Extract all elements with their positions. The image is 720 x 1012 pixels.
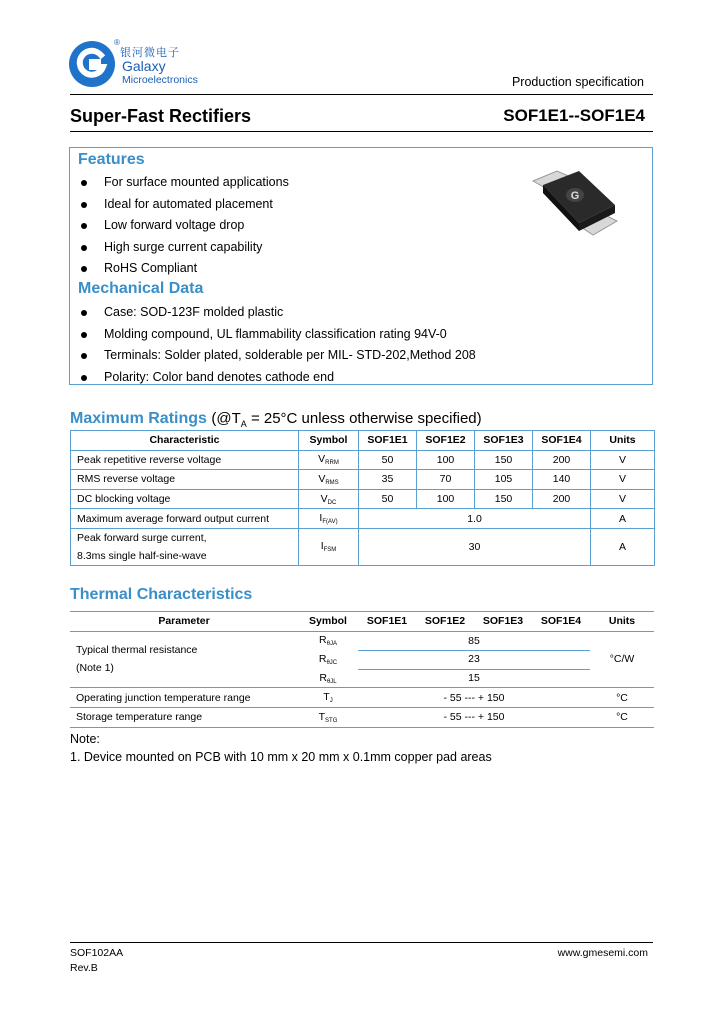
table-row: Maximum average forward output current $I_{F(AV)}$ 1.0 A	[71, 509, 655, 529]
note-label: Note:	[70, 732, 100, 746]
header-divider	[70, 94, 653, 95]
col-header: SOF1E1	[359, 431, 417, 451]
max-ratings-table	[70, 430, 655, 566]
part-number-range: SOF1E1--SOF1E4	[503, 106, 645, 125]
list-item: Ideal for automated placement	[78, 194, 289, 216]
registered-mark: ®	[114, 38, 120, 47]
max-ratings-heading	[70, 410, 482, 429]
page-title: Super-Fast Rectifiers	[70, 106, 252, 126]
col-header: SOF1E4	[533, 431, 591, 451]
brand-subtitle: Microelectronics	[122, 74, 198, 86]
list-item: High surge current capability	[78, 237, 289, 259]
note-text: 1. Device mounted on PCB with 10 mm x 20 mm x 0.1mm copper pad areas	[70, 750, 492, 764]
table-row: DC blocking voltage $V_{DC}$ 50 100 150 200 V	[71, 489, 655, 509]
max-ratings-title: Maximum Ratings	[70, 410, 207, 427]
features-heading: Features	[78, 151, 145, 168]
company-chinese-name: 银河微电子	[120, 47, 180, 59]
col-header: Characteristic	[71, 431, 299, 451]
list-item: Molding compound, UL flammability classification rating 94V-0	[78, 324, 476, 346]
table-row: Typical thermal resistance (Note 1) $R_{\theta JA}$ 85 °C/W	[70, 631, 654, 650]
col-header: Symbol	[299, 431, 359, 451]
document-type: Production specification	[511, 75, 644, 89]
package-mark-text: G	[570, 190, 580, 202]
list-item: Terminals: Solder plated, solderable per MIL- STD-202,Method 208	[78, 345, 476, 367]
list-item: Low forward voltage drop	[78, 215, 289, 237]
list-item: Polarity: Color band denotes cathode end	[78, 367, 476, 389]
mechanical-heading: Mechanical Data	[78, 280, 204, 297]
table-row: Operating junction temperature range $T_J$ - 55 --- + 150 °C	[70, 688, 654, 708]
table-row: $R_{\theta JC}$ 23	[318, 652, 480, 666]
list-item: Case: SOD-123F molded plastic	[78, 302, 476, 324]
thermal-row-divider	[358, 669, 590, 670]
table-row: Peak forward surge current, 8.3ms single half-sine-wave $I_{FSM}$ 30 A	[71, 528, 655, 565]
max-ratings-condition: ($@T_A = 25^\circ C$ unless otherwise specified)	[211, 410, 482, 429]
list-item: For surface mounted applications	[78, 172, 289, 194]
col-header: Units	[591, 431, 655, 451]
table-row: Storage temperature range $T_{STG}$ - 55 --- + 150 °C	[70, 707, 654, 727]
thermal-heading: Thermal Characteristics	[70, 586, 253, 603]
table-row: RMS reverse voltage $V_{RMS}$ 35 70 105 140 V	[71, 470, 655, 490]
mechanical-list	[78, 302, 476, 388]
list-item: RoHS Compliant	[78, 258, 289, 280]
revision: Rev.B	[70, 962, 98, 974]
col-header: SOF1E3	[475, 431, 533, 451]
table-row: Peak repetitive reverse voltage $V_{RRM}$ 50 100 150 200 V	[71, 450, 655, 470]
website-link[interactable]: www.gmesemi.com	[557, 947, 648, 959]
brand-name: Galaxy	[122, 58, 166, 74]
table-header-row	[71, 431, 655, 451]
galaxy-logo-icon	[68, 40, 116, 88]
document-code: SOF102AA	[70, 947, 124, 959]
thermal-row-divider	[358, 650, 590, 651]
footer-divider	[70, 942, 653, 943]
sod123f-package-icon	[523, 169, 623, 241]
features-list	[78, 172, 289, 280]
table-header-row: Parameter Symbol SOF1E1 SOF1E2 SOF1E3 SOF1E4 Units	[70, 612, 654, 632]
title-divider	[70, 131, 653, 132]
table-row: $R_{\theta JL}$ 15	[70, 669, 654, 688]
col-header: SOF1E2	[417, 431, 475, 451]
